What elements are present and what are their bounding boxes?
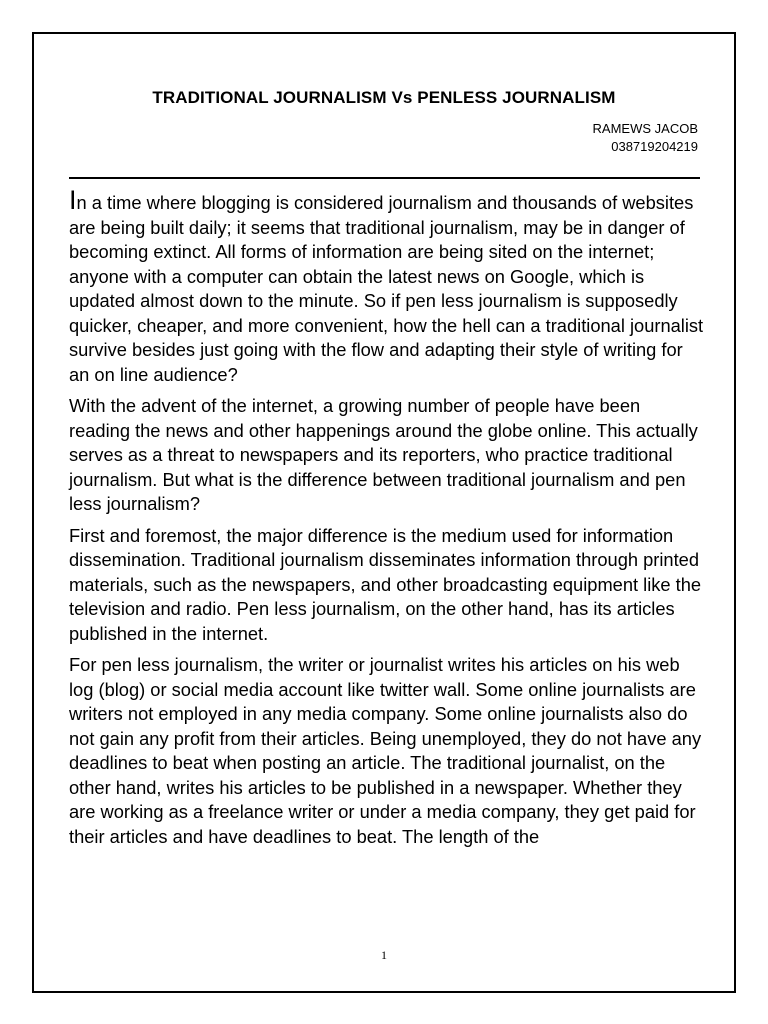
header-divider bbox=[69, 177, 700, 179]
page-number: 1 bbox=[381, 948, 387, 962]
paragraph-3: First and foremost, the major difference is the medium used for information dissemination. Traditional journalism disseminates information through printed materials, such as the newspapers, and other broadcasting equipment like the television and radio. Pen less journalism, on the other hand, has its articles published in the internet. bbox=[69, 524, 702, 644]
document-title: TRADITIONAL JOURNALISM Vs PENLESS JOURNALISM bbox=[152, 88, 616, 107]
author-block bbox=[593, 120, 698, 156]
author-id-number: 038719204219 bbox=[611, 139, 698, 154]
author-name: RAMEWS JACOB bbox=[592, 121, 698, 136]
document-body bbox=[69, 185, 705, 856]
paragraph-1-text: n a time where blogging is considered journalism and thousands of websites are being built daily; it seems that traditional journalism, may be in danger of becoming extinct. All forms of information are being sited on the internet; anyone with a computer can obtain the latest news on Google, which is updated almost down to the minute. So if pen less journalism is supposedly quicker, cheaper, and more convenient, how the hell can a traditional journalist survive besides just going with the flow and adapting their style of writing for an on line audience? bbox=[69, 192, 704, 385]
drop-cap: I bbox=[69, 185, 77, 215]
paragraph-1 bbox=[69, 185, 705, 387]
paragraph-4: For pen less journalism, the writer or journalist writes his articles on his web log (blog) or social media account like twitter wall. Some online journalists are writers not employed in any media company. Some online journalists also do not gain any profit from their articles. Being unemployed, they do not have any deadlines to beat when posting an article. The traditional journalist, on the other hand, writes his articles to be published in a newspaper. Whether they are working as a freelance writer or under a media company, they get paid for their articles and have deadlines to beat. The length of the bbox=[69, 654, 702, 847]
paragraph-2: With the advent of the internet, a growing number of people have been reading the news and other happenings around the globe online. This actually serves as a threat to newspapers and its reporters, who practice traditional journalism. But what is the difference between traditional journalism and pen less journalism? bbox=[69, 395, 698, 514]
